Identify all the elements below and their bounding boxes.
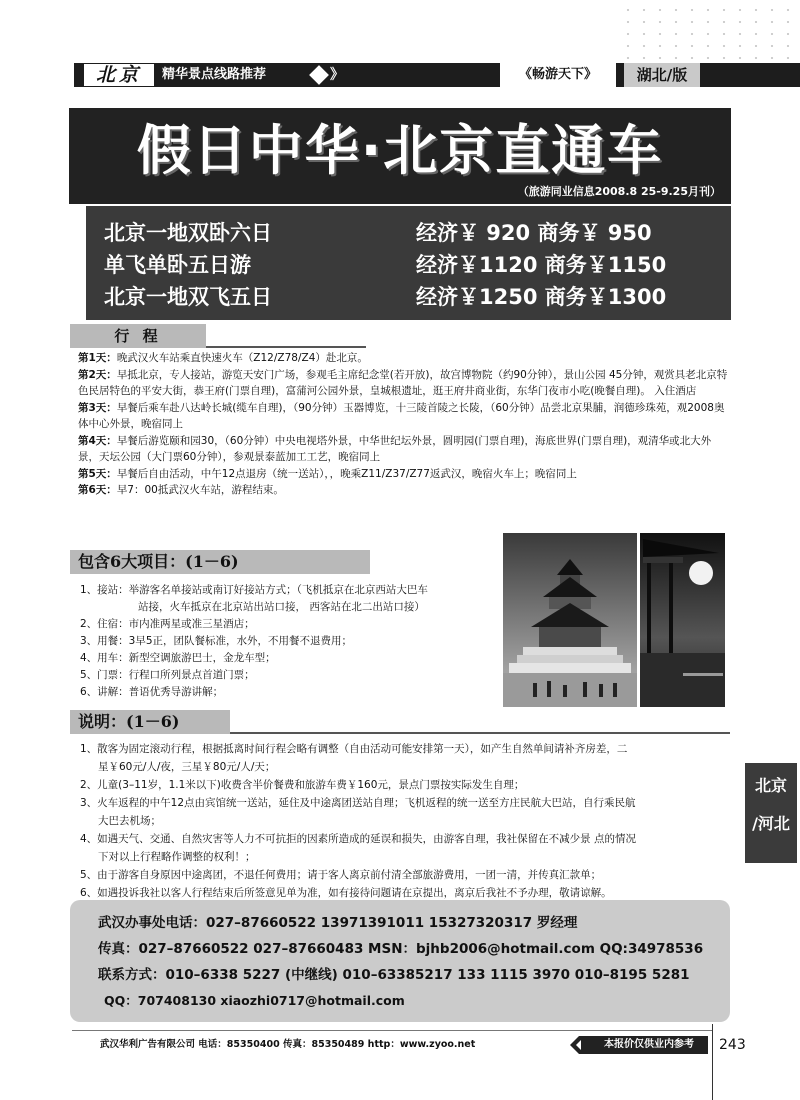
list-item: 5、门票：行程口所列景点首道门票； bbox=[80, 669, 255, 681]
list-item: 6、如遇投诉我社以客人行程结束后所签意见单为准，如有接待问题请在京提出，离京后我社不予办理，敬请谅解。 bbox=[80, 887, 612, 899]
page-number: 243 bbox=[719, 1037, 746, 1053]
list-item: 3、用餐：3早5正，团队餐标准，水外，不用餐不退费用； bbox=[80, 635, 353, 647]
list-item: 站接，火车抵京在北京站出站口接， 西客站在北二出站口接） bbox=[138, 601, 425, 613]
section-divider bbox=[230, 732, 730, 734]
list-item: 星￥60元/人/夜，三星￥80元/人/天； bbox=[98, 761, 276, 773]
arrow-icon bbox=[570, 1036, 592, 1054]
list-item: 4、用车：新型空调旅游巴士，金龙车型； bbox=[80, 652, 276, 664]
footer-company: 武汉华利广告有限公司 电话：85350400 传真：85350489 http：www.zyoo.net bbox=[100, 1039, 476, 1050]
list-item: 5、由于游客自身原因中途离团，不退任何费用；请于客人离京前付清全部旅游费用，一团一清，并传真汇款单； bbox=[80, 869, 602, 881]
footer-divider bbox=[72, 1030, 712, 1031]
list-item: 6、讲解：普语优秀导游讲解； bbox=[80, 686, 224, 698]
office-phone: 武汉办事处电话：027–87660522 13971391011 15327320317 罗经理 bbox=[98, 915, 578, 931]
route-price: 经济￥ 920 商务￥ 950 bbox=[416, 221, 652, 245]
section-divider bbox=[206, 346, 366, 348]
temple-of-heaven-photo bbox=[503, 533, 725, 707]
decorative-dots bbox=[620, 4, 795, 60]
header-city: 北京 bbox=[84, 64, 154, 86]
itinerary-day: 第1天：晚武汉火车站乘直快速火车（Z12/Z78/Z4）赴北京。 bbox=[78, 352, 368, 364]
itinerary-heading: 行 程 bbox=[70, 324, 206, 348]
included-heading: 包含6大项目：(1－6) bbox=[70, 550, 370, 574]
header-publication: 《畅游天下》 bbox=[500, 63, 616, 87]
side-tab-line: /河北 bbox=[752, 814, 790, 833]
notes-heading: 说明：(1－6) bbox=[70, 710, 230, 734]
route-name: 北京一地双飞五日 bbox=[104, 285, 272, 309]
itinerary-day: 第4天：早餐后游览颐和园30，（60分钟）中央电视塔外景，中华世纪坛外景，圆明园(门票自理)，海底世界(门票自理)，观清华或北大外景，天坛公园（大门票60分钟），参观景泰蓝加工工艺，晚宿同上 bbox=[78, 434, 712, 463]
contact-numbers: 联系方式：010–6338 5227 (中继线) 010–63385217 133 1115 3970 010–8195 5281 bbox=[98, 967, 690, 983]
list-item: 大巴去机场； bbox=[98, 815, 161, 827]
route-row bbox=[86, 248, 731, 282]
notes-list bbox=[80, 740, 720, 902]
route-name: 北京一地双卧六日 bbox=[104, 221, 272, 245]
list-item: 1、接站：举游客名单接站或南订好接站方式；（飞机抵京在北京西站大巴车 bbox=[80, 584, 428, 596]
list-item: 3、火车返程的中午12点由宾馆统一送站，延住及中途离团送站自理；飞机返程的统一送至方庄民航大巴站，自行乘民航 bbox=[80, 797, 636, 809]
included-list bbox=[80, 582, 500, 701]
route-row bbox=[86, 216, 731, 250]
itinerary-day: 第3天：早餐后乘车赴八达岭长城(缆车自理)，（90分钟）玉器博览，十三陵首陵之长陵，（60分钟）品尝北京果脯，润德珍珠苑，观2008奥体中心外景，晚宿同上 bbox=[78, 401, 725, 430]
list-item: 1、散客为固定滚动行程，根据抵离时间行程会略有调整（自由活动可能安排第一天），如产生自然单间请补齐房差，二 bbox=[80, 743, 628, 755]
list-item: 4、如遇天气、交通、自然灾害等人力不可抗拒的因素所造成的延误和损失，由游客自理，我社保留在不减少景 点的情况 bbox=[80, 833, 637, 845]
side-tab-line: 北京 bbox=[754, 776, 787, 795]
page-margin-rule bbox=[712, 1024, 713, 1100]
footer-note: 本报价仅供业内参考 bbox=[590, 1036, 708, 1054]
itinerary-list bbox=[78, 350, 728, 499]
itinerary-day: 第2天：早抵北京，专人接站，游览天安门广场，参观毛主席纪念堂(若开放)，故宫博物院（约90分钟），景山公园 45分钟，观赏具老北京特色民居特色的平安大街，恭王府(门票自理)，富蒲河公园外景，皇城根遗址，逛王府井商业街，东华门夜市小吃(晚餐自理)。 入住酒店 bbox=[78, 368, 728, 397]
header-edition: 湖北/版 bbox=[624, 63, 700, 87]
list-item: 下对以上行程略作调整的权利！； bbox=[98, 851, 256, 863]
region-side-tab bbox=[745, 763, 797, 863]
route-row bbox=[86, 280, 731, 314]
header-chevron: 》 bbox=[330, 67, 344, 83]
title-subtitle: （旅游同业信息2008.8 25-9.25月刊） bbox=[517, 185, 721, 198]
route-price: 经济￥1250 商务￥1300 bbox=[416, 285, 667, 309]
itinerary-day: 第6天：早7：00抵武汉火车站，游程结束。 bbox=[78, 484, 284, 496]
route-price: 经济￥1120 商务￥1150 bbox=[416, 253, 667, 277]
list-item: 2、儿童(3–11岁，1.1米以下)收费含半价餐费和旅游车费￥160元，景点门票按实际发生自理； bbox=[80, 779, 525, 791]
header-slogan: 精华景点线路推荐 bbox=[162, 67, 267, 82]
fax-line: 传真：027–87660522 027–87660483 MSN：bjhb2006@hotmail.com QQ:34978536 bbox=[98, 941, 704, 957]
list-item: 2、住宿：市内准两星或准三星酒店； bbox=[80, 618, 255, 630]
page-title: 假日中华·北京直通车 bbox=[136, 119, 664, 182]
itinerary-day: 第5天：早餐后自由活动，中午12点退房（统一送站），，晚乘Z11/Z37/Z77返武汉，晚宿火车上；晚宿同上 bbox=[78, 467, 577, 480]
qq-email: QQ：707408130 xiaozhi0717@hotmail.com bbox=[104, 993, 405, 1008]
route-name: 单飞单卧五日游 bbox=[104, 253, 251, 277]
